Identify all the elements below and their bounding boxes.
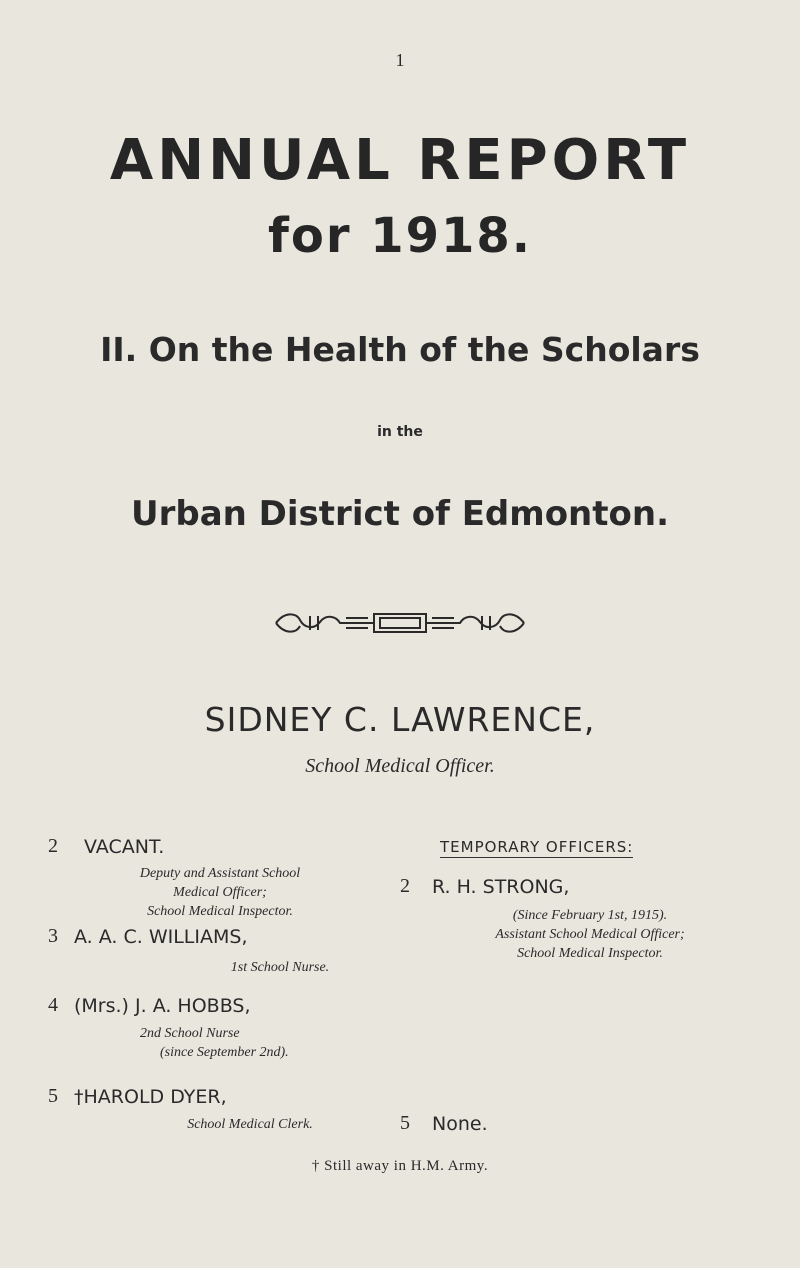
district-name: Urban District of Edmonton. (130, 494, 669, 534)
connector-text: in the (377, 424, 423, 440)
staff-number: 5 (48, 1085, 58, 1107)
school-medical-officer-title: School Medical Officer. (305, 755, 495, 777)
staff-role-line: 2nd School Nurse (140, 1026, 240, 1041)
staff-number: 2 (400, 875, 410, 897)
school-medical-officer-name: SIDNEY C. LAWRENCE, (204, 700, 596, 739)
report-title-line2: for 1918. (267, 208, 533, 264)
staff-role-line: 1st School Nurse. (230, 960, 330, 975)
staff-number: 2 (48, 835, 58, 857)
page-number: 1 (395, 50, 405, 70)
staff-number: 3 (48, 925, 58, 947)
staff-number: 4 (48, 994, 58, 1016)
staff-role-line: School Medical Inspector. (147, 904, 293, 919)
temporary-officers-heading: TEMPORARY OFFICERS: (440, 838, 634, 856)
staff-name: None. (432, 1113, 488, 1135)
report-subtitle: II. On the Health of the Scholars (100, 330, 700, 369)
staff-name: R. H. STRONG, (432, 876, 570, 898)
staff-name: †HAROLD DYER, (74, 1086, 227, 1108)
report-title-line1: ANNUAL REPORT (109, 128, 691, 193)
staff-name: (Mrs.) J. A. HOBBS, (74, 995, 251, 1017)
staff-role-line: (since September 2nd). (160, 1045, 289, 1060)
staff-role-line: Assistant School Medical Officer; (495, 927, 685, 942)
staff-role-line: Medical Officer; (173, 885, 267, 900)
staff-role-line: School Medical Inspector. (517, 946, 663, 961)
staff-role-line: Deputy and Assistant School (139, 866, 301, 881)
staff-number: 5 (400, 1112, 410, 1134)
staff-name: A. A. C. WILLIAMS, (74, 926, 248, 948)
staff-name: VACANT. (84, 836, 165, 858)
footnote: † Still away in H.M. Army. (311, 1158, 489, 1174)
ornament-divider-icon (270, 608, 530, 638)
staff-role-line: (Since February 1st, 1915). (512, 908, 668, 923)
staff-role-line: School Medical Clerk. (187, 1117, 313, 1132)
